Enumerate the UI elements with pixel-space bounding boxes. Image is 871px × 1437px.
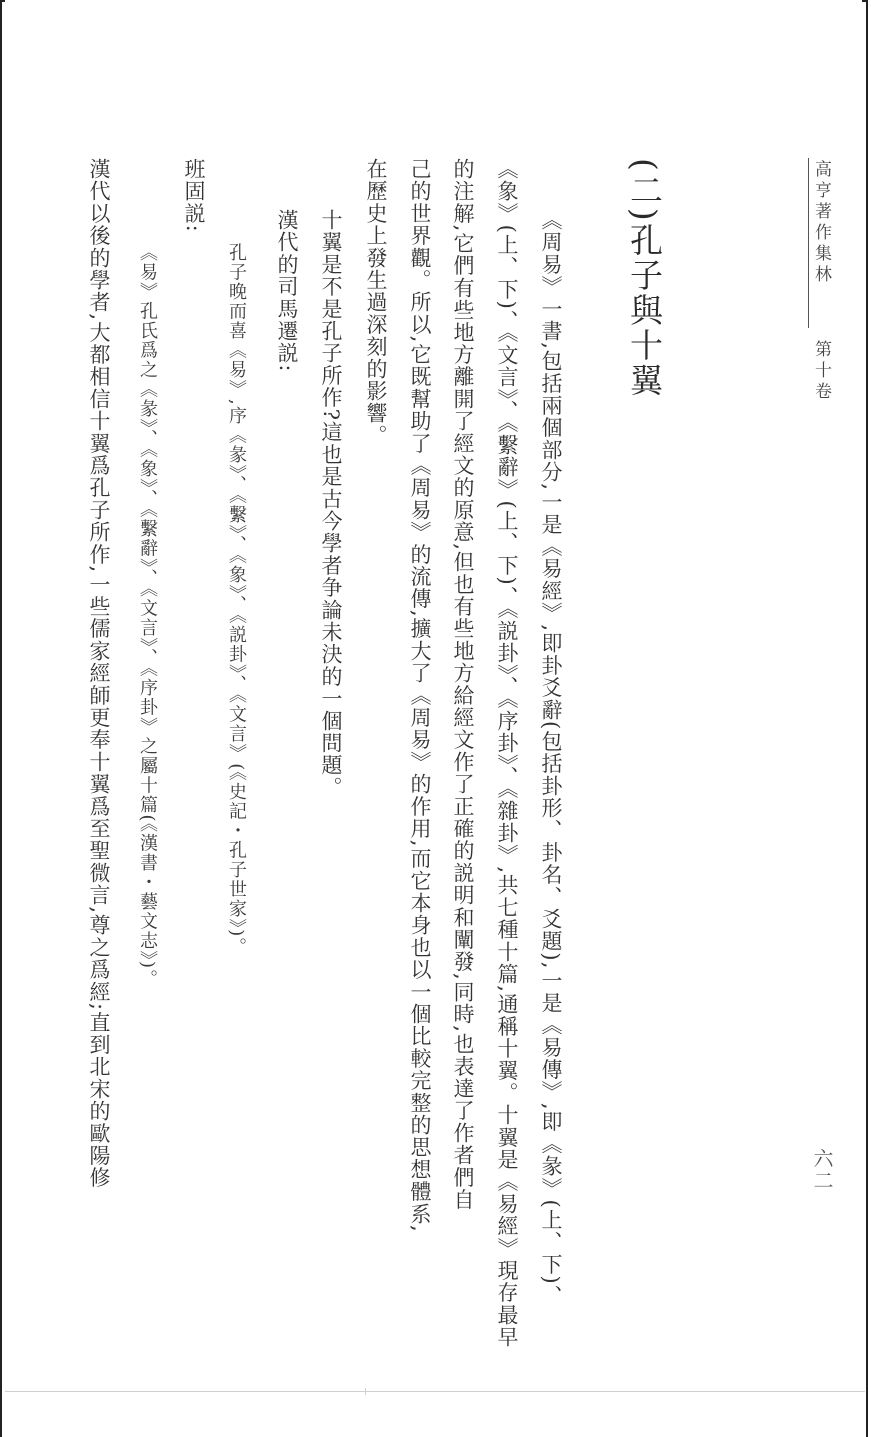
- header-volume: 第十卷: [811, 340, 831, 403]
- intro-sima-qian: 漢代的司馬遷説:: [275, 209, 299, 373]
- page-number: 六二: [810, 1148, 834, 1192]
- page-bottom-tick: [365, 1388, 366, 1395]
- page-frame-top-left: [0, 0, 5, 2]
- paragraph-1-line-3: 的注解,它們有些地方離開了經文的原意,但也有些地方給經文作了正確的説明和闡發,同時,也表達了作者們自: [451, 158, 475, 1211]
- paragraph-1-line-4: 己的世界觀。所以,它既幫助了《周易》的流傳,擴大了《周易》的作用,而它本身也以一個比較完整的思想體系,: [408, 158, 432, 1233]
- quote-ban-gu: 《易》孔氏爲之《彖》、《象》、《繫辭》、《文言》、《序卦》之屬十篇(《漢書・藝文志》)。: [137, 243, 158, 990]
- header-title: 高亨著作集林: [811, 160, 831, 286]
- paragraph-1-line-5: 在歷史上發生過深刻的影響。: [364, 158, 388, 447]
- page-frame-right: [866, 0, 868, 1437]
- paragraph-2: 十翼是不是孔子所作?這也是古今學者争論未決的一個問題。: [319, 209, 343, 799]
- page-bottom-rule: [5, 1391, 865, 1392]
- paragraph-3: 漢代以後的學者,大都相信十翼爲孔子所作,一些儒家經師更奉十翼爲至聖微言,尊之爲經;直到北宋的歐陽修: [87, 158, 111, 1189]
- page-frame-top-right: [862, 0, 868, 2]
- paragraph-1-line-2: 《象》(上、下)、《文言》、《繫辭》(上、下)、《説卦》、《序卦》、《雜卦》,共七種十篇,通稱十翼。十翼是《易經》現存最早: [495, 158, 519, 1349]
- quote-sima-qian: 孔子晚而喜《易》,序《彖》、《繫》、《象》、《説卦》、《文言》(《史記・孔子世家》)。: [226, 243, 247, 958]
- header-divider: [808, 158, 809, 328]
- section-heading: (二)孔子與十翼: [625, 158, 664, 398]
- intro-ban-gu: 班固説:: [182, 158, 206, 233]
- page-frame-left: [0, 0, 2, 1437]
- paragraph-1-line-1: 《周易》一書,包括兩個部分,一是《易經》,即卦爻辭(包括卦形、卦名、爻題),一是《易傳》,即《彖》(上、下)、: [539, 209, 563, 1308]
